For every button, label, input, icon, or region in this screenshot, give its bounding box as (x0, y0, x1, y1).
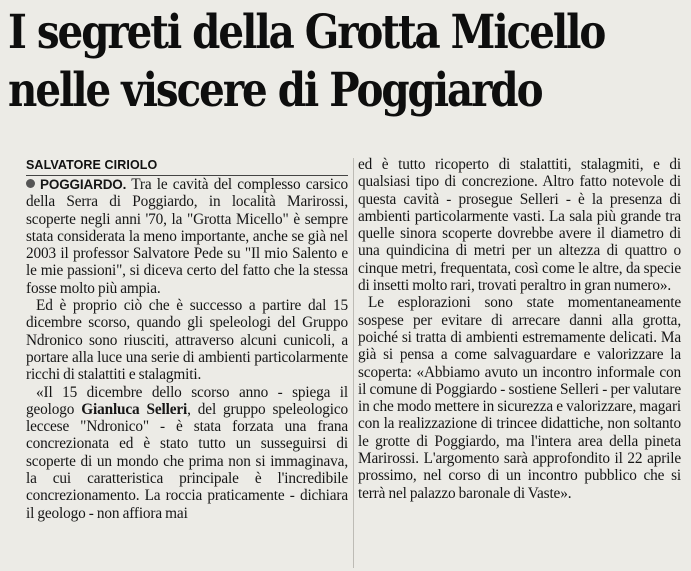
lead-paragraph (26, 176, 348, 297)
quote-text-after: , del gruppo speleologico leccese "Ndronico" - è stata forzata una frana concrezionata ed è stato tutto un susseguirsi di scoperte di un mondo che prima non si immaginava, la cui caratteristica principale è l'incredibile concrezionamento. La roccia praticamente - dichiara il geologo - non affiora mai (26, 400, 348, 522)
headline-line-2: nelle viscere di Poggiardo (8, 63, 542, 118)
byline: SALVATORE CIRIOLO (26, 158, 348, 176)
dateline: POGGIARDO. (40, 177, 127, 192)
bullet-icon (26, 179, 35, 188)
article-column-left (26, 176, 348, 522)
lead-paragraph-body: Tra le cavità del complesso carsico della Serra di Poggiardo, in località Marirossi, scoperte negli anni '70, la "Grotta Micello" è sempre stata considerata la meno importante, anche se già nel 2003 il professor Salvatore Pede su "Il mio Salento e le mie passioni", si diceva certo del fatto che la stessa fosse molto più ampia. (26, 176, 348, 297)
article-column-right (358, 156, 681, 502)
quoted-person-name: Gianluca Selleri (81, 400, 188, 418)
headline-line-1: I segreti della Grotta Micello (8, 5, 605, 60)
paragraph-continuation: ed è tutto ricoperto di stalattiti, stalagmiti, e di qualsiasi tipo di concrezione. Altro fatto notevole di questa cavità - prosegue Selleri - è la presenza di ambienti particolarmente vasti. La sala più grande tra quelle sinora scoperte dovrebbe avere il diametro di una quindicina di metri per un altezza di quattro o cinque metri, frequentata, così come le altre, da specie di insetti molto rari, trovati peraltro in gran numero». (358, 156, 681, 295)
quote-text-before: «Il 15 dicembre dello scorso anno - spiega il geologo (26, 383, 348, 418)
paragraph-discovery: Ed è proprio ciò che è successo a partire dal 15 dicembre scorso, quando gli speleologi del Gruppo Ndronico sono riusciti, attraverso alcuni cunicoli, a portare alla luce una serie di ambienti particolarmente ricchi di stalattiti e stalagmiti. (26, 297, 348, 384)
column-divider (353, 158, 354, 568)
paragraph-explorations: Le esplorazioni sono state momentaneamente sospese per evitare di arrecare danni alla grotta, poiché si tratta di ambienti estremamente delicati. Ma già si pensa a come salvaguardare e valorizzare la scoperta: «Abbiamo avuto un incontro informale con il comune di Poggiardo - sostiene Selleri - per valutare in che modo mettere in sicurezza e valorizzare, magari con la realizzazione di trincee didattiche, non soltanto le grotte di Poggiardo, ma l'intera area della pineta Marirossi. L'argomento sarà approfondito il 22 aprile prossimo, nel corso di un incontro pubblico che si terrà nel palazzo baronale di Vaste». (358, 294, 681, 502)
paragraph-quote (26, 384, 348, 522)
headline (8, 4, 605, 120)
